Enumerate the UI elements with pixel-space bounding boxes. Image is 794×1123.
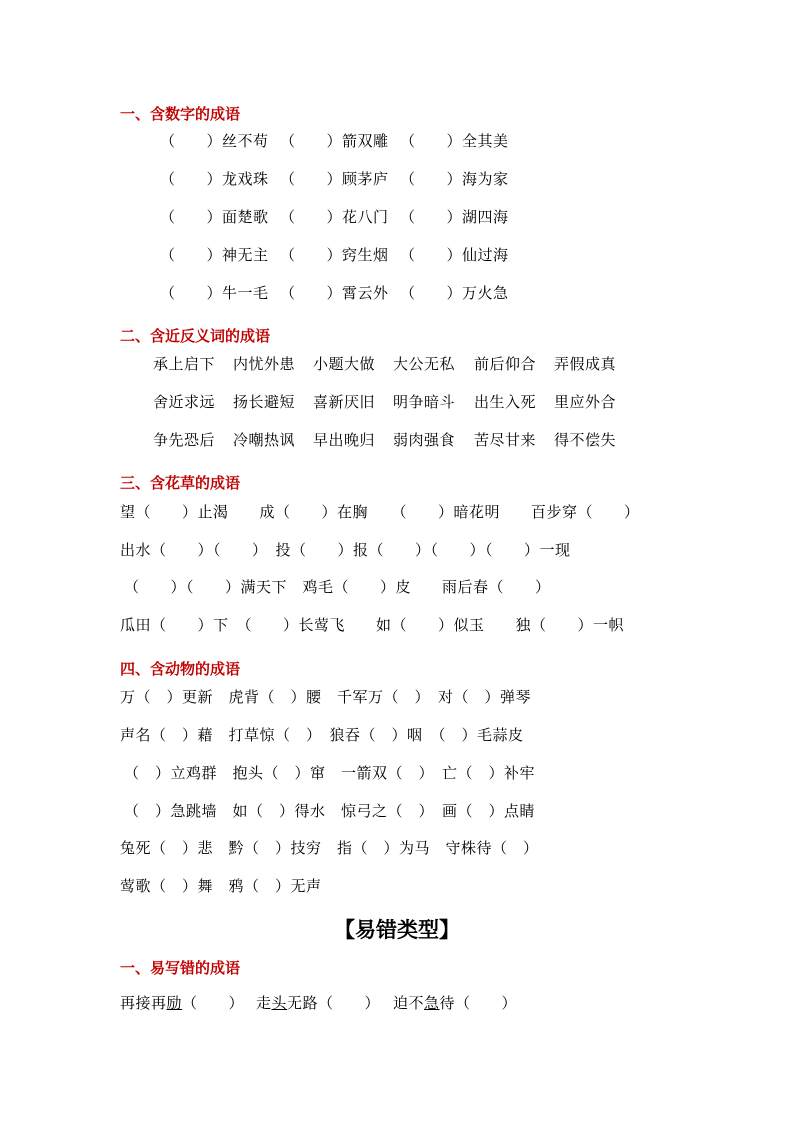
animals-row: 莺歌（ ）舞 鸦（ ）无声 bbox=[120, 877, 322, 895]
idiom: 弱肉强食 bbox=[393, 431, 456, 449]
flowers-row: 望（ ）止渴 成（ ）在胸 （ ）暗花明 百步穿（ ） bbox=[120, 503, 640, 521]
animals-row: （ ）立鸡群 抱头（ ）窜 一箭双（ ） 亡（ ）补牢 bbox=[124, 764, 536, 782]
animals-row: 兔死（ ）悲 黔（ ）技穷 指（ ）为马 守株待（ ） bbox=[120, 839, 539, 857]
misspelled-idiom: 走头无路（ ） bbox=[256, 994, 381, 1012]
idiom-blank: （ ）全其美 bbox=[400, 132, 509, 150]
idiom: 扬长避短 bbox=[233, 393, 296, 411]
idiom-blank: （ ）神无主 bbox=[160, 246, 269, 264]
idiom-blank: （ ）顾茅庐 bbox=[280, 170, 389, 188]
idiom: 喜新厌旧 bbox=[313, 393, 376, 411]
animals-row: （ ）急跳墙 如（ ）得水 惊弓之（ ） 画（ ）点睛 bbox=[124, 802, 536, 820]
idiom: 苦尽甘来 bbox=[474, 431, 537, 449]
idiom: 明争暗斗 bbox=[393, 393, 456, 411]
idiom-blank: （ ）湖四海 bbox=[400, 208, 509, 226]
idiom: 出生入死 bbox=[474, 393, 537, 411]
section-heading-numbers: 一、含数字的成语 bbox=[120, 105, 241, 123]
idiom: 大公无私 bbox=[393, 355, 456, 373]
idiom: 里应外合 bbox=[554, 393, 617, 411]
error-char: 急 bbox=[424, 994, 440, 1012]
idiom-blank: （ ）窍生烟 bbox=[280, 246, 389, 264]
error-char: 头 bbox=[271, 994, 288, 1012]
idiom-blank: （ ）龙戏珠 bbox=[160, 170, 269, 188]
misspelled-idiom: 再接再励（ ） bbox=[120, 994, 245, 1012]
page-title: 【易错类型】 bbox=[334, 917, 460, 942]
idiom-blank: （ ）海为家 bbox=[400, 170, 509, 188]
idiom: 舍近求远 bbox=[153, 393, 216, 411]
section-heading-misspelled: 一、易写错的成语 bbox=[120, 959, 241, 977]
idiom: 内忧外患 bbox=[233, 355, 296, 373]
idiom-blank: （ ）花八门 bbox=[280, 208, 389, 226]
idiom: 前后仰合 bbox=[474, 355, 537, 373]
idiom: 得不偿失 bbox=[554, 431, 617, 449]
section-heading-animals: 四、含动物的成语 bbox=[120, 660, 241, 678]
section-heading-flowers: 三、含花草的成语 bbox=[120, 474, 241, 492]
idiom: 冷嘲热讽 bbox=[233, 431, 296, 449]
section-heading-antonyms: 二、含近反义词的成语 bbox=[120, 327, 271, 345]
animals-row: 万（ ）更新 虎背（ ）腰 千军万（ ） 对（ ）弹琴 bbox=[120, 688, 532, 706]
idiom: 承上启下 bbox=[153, 355, 216, 373]
idiom-blank: （ ）面楚歌 bbox=[160, 208, 269, 226]
idiom-blank: （ ）箭双雕 bbox=[280, 132, 389, 150]
idiom: 早出晚归 bbox=[313, 431, 376, 449]
error-char: 励 bbox=[166, 994, 183, 1012]
idiom-blank: （ ）丝不苟 bbox=[160, 132, 269, 150]
idiom-blank: （ ）万火急 bbox=[400, 284, 509, 302]
idiom-blank: （ ）牛一毛 bbox=[160, 284, 269, 302]
flowers-row: 瓜田（ ）下 （ ）长莺飞 如（ ）似玉 独（ ）一帜 bbox=[120, 616, 625, 634]
idiom: 争先恐后 bbox=[153, 431, 216, 449]
animals-row: 声名（ ）藉 打草惊（ ） 狼吞（ ）咽 （ ）毛蒜皮 bbox=[120, 726, 524, 744]
flowers-row: （ ）（ ）满天下 鸡毛（ ）皮 雨后春（ ） bbox=[124, 578, 551, 596]
misspelled-idiom: 迫不急待（ ） bbox=[393, 994, 518, 1012]
flowers-row: 出水（ ）（ ） 投（ ）报（ ）（ ）（ ）一现 bbox=[120, 541, 571, 559]
idiom: 小题大做 bbox=[313, 355, 376, 373]
idiom-blank: （ ）霄云外 bbox=[280, 284, 389, 302]
idiom-blank: （ ）仙过海 bbox=[400, 246, 509, 264]
idiom: 弄假成真 bbox=[554, 355, 617, 373]
